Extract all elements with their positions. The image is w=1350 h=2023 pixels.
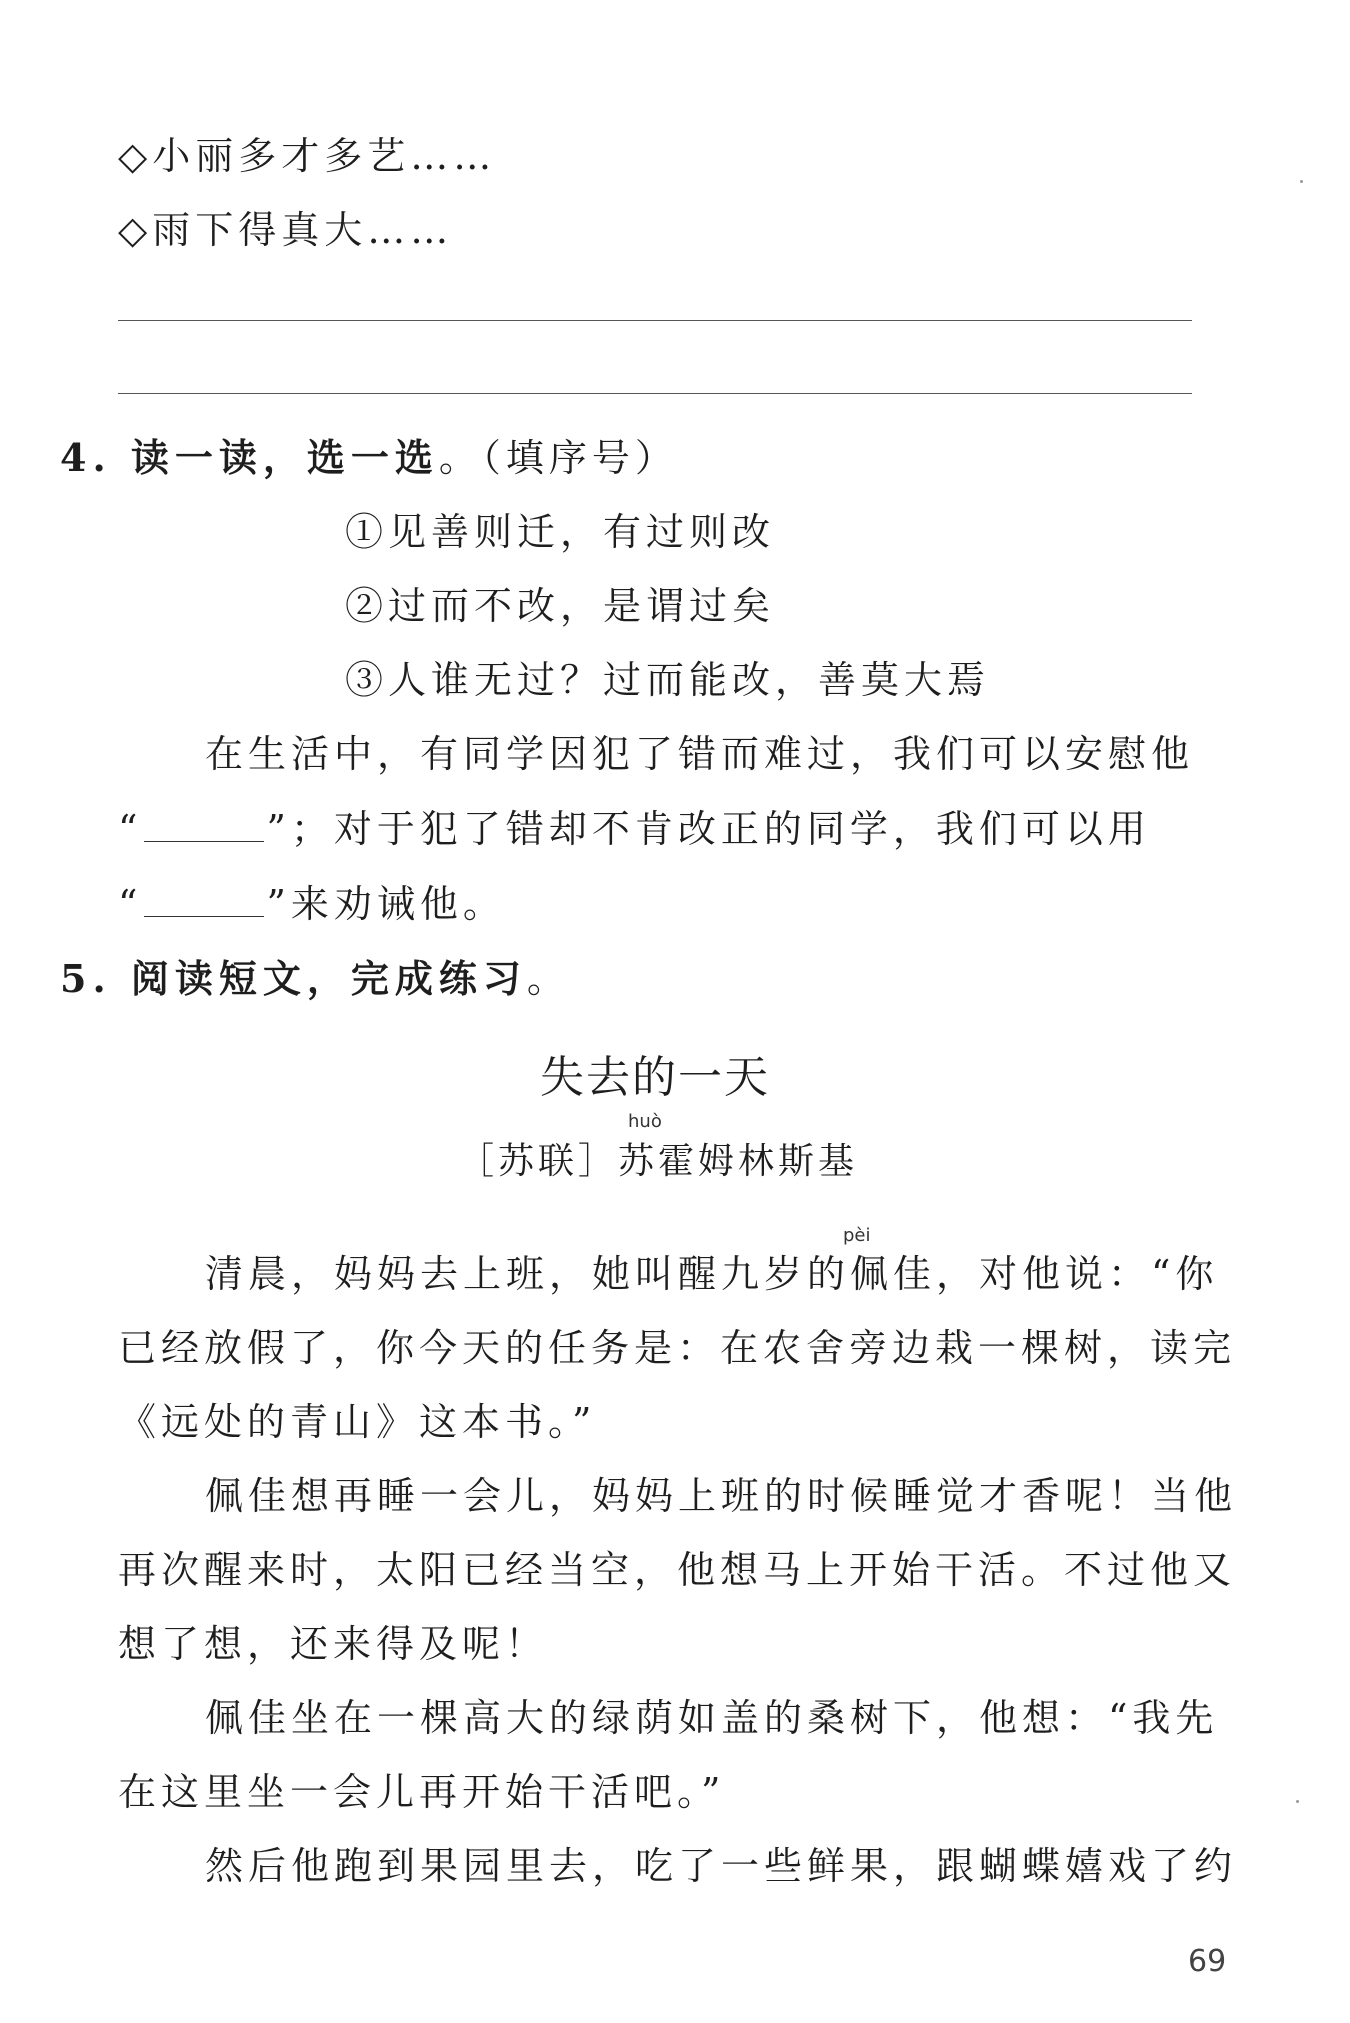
- question-4-heading: [60, 434, 678, 482]
- blank-comfort[interactable]: [144, 811, 264, 842]
- page-number: 69: [1188, 1944, 1227, 1979]
- prompt-xiaoli: ◇小丽多才多艺……: [118, 134, 497, 178]
- question-5-label: 5. 阅读短文，完成练习: [60, 956, 527, 1001]
- question-5-heading: [60, 955, 570, 1003]
- scan-speck: [1296, 1800, 1299, 1803]
- pinyin-pei: pèi: [843, 1225, 871, 1246]
- q4-line-3-text: ”来劝诫他。: [266, 882, 506, 926]
- q4-line-2-text: ”；对于犯了错却不肯改正的同学，我们可以用: [266, 807, 1151, 851]
- story-line-8: 在这里坐一会儿再开始干活吧。”: [118, 1770, 726, 1814]
- open-quote: “: [118, 882, 143, 926]
- story-line-5: 再次醒来时，太阳已经当空，他想马上开始干活。不过他又: [118, 1548, 1237, 1592]
- option-1: ①见善则迁，有过则改: [345, 510, 776, 554]
- story-line-3: 《远处的青山》这本书。”: [118, 1400, 597, 1444]
- story-line-1: 清晨，妈妈去上班，她叫醒九岁的佩佳，对他说：“你: [205, 1252, 1219, 1296]
- story-line-9: 然后他跑到果园里去，吃了一些鲜果，跟蝴蝶嬉戏了约: [205, 1844, 1238, 1888]
- answer-line-2[interactable]: [118, 393, 1192, 394]
- option-3: ③人谁无过？过而能改，善莫大焉: [345, 658, 991, 702]
- open-quote: “: [118, 807, 143, 851]
- story-title: 失去的一天: [540, 1052, 770, 1103]
- pinyin-huo: huò: [628, 1111, 662, 1132]
- scan-speck: [1300, 180, 1303, 183]
- option-2: ②过而不改，是谓过矣: [345, 584, 776, 628]
- story-author: ［苏联］苏霍姆林斯基: [458, 1141, 859, 1182]
- blank-admonish[interactable]: [144, 886, 264, 917]
- question-5-punct: 。: [526, 957, 570, 1001]
- story-line-6: 想了想，还来得及呢！: [118, 1622, 549, 1666]
- answer-line-1[interactable]: [118, 320, 1192, 321]
- q4-paragraph-line-3: [118, 880, 506, 928]
- q4-paragraph-line-2: [118, 805, 1151, 853]
- story-line-7: 佩佳坐在一棵高大的绿荫如盖的桑树下，他想：“我先: [205, 1696, 1219, 1740]
- prompt-rain: ◇雨下得真大……: [118, 208, 454, 252]
- story-line-2: 已经放假了，你今天的任务是：在农舍旁边栽一棵树，读完: [118, 1326, 1237, 1370]
- q4-paragraph-line-1: 在生活中，有同学因犯了错而难过，我们可以安慰他: [205, 732, 1195, 776]
- question-4-label: 4. 读一读，选一选: [60, 435, 439, 480]
- question-4-instruction: 。（填序号）: [438, 436, 678, 480]
- story-line-4: 佩佳想再睡一会儿，妈妈上班的时候睡觉才香呢！当他: [205, 1474, 1238, 1518]
